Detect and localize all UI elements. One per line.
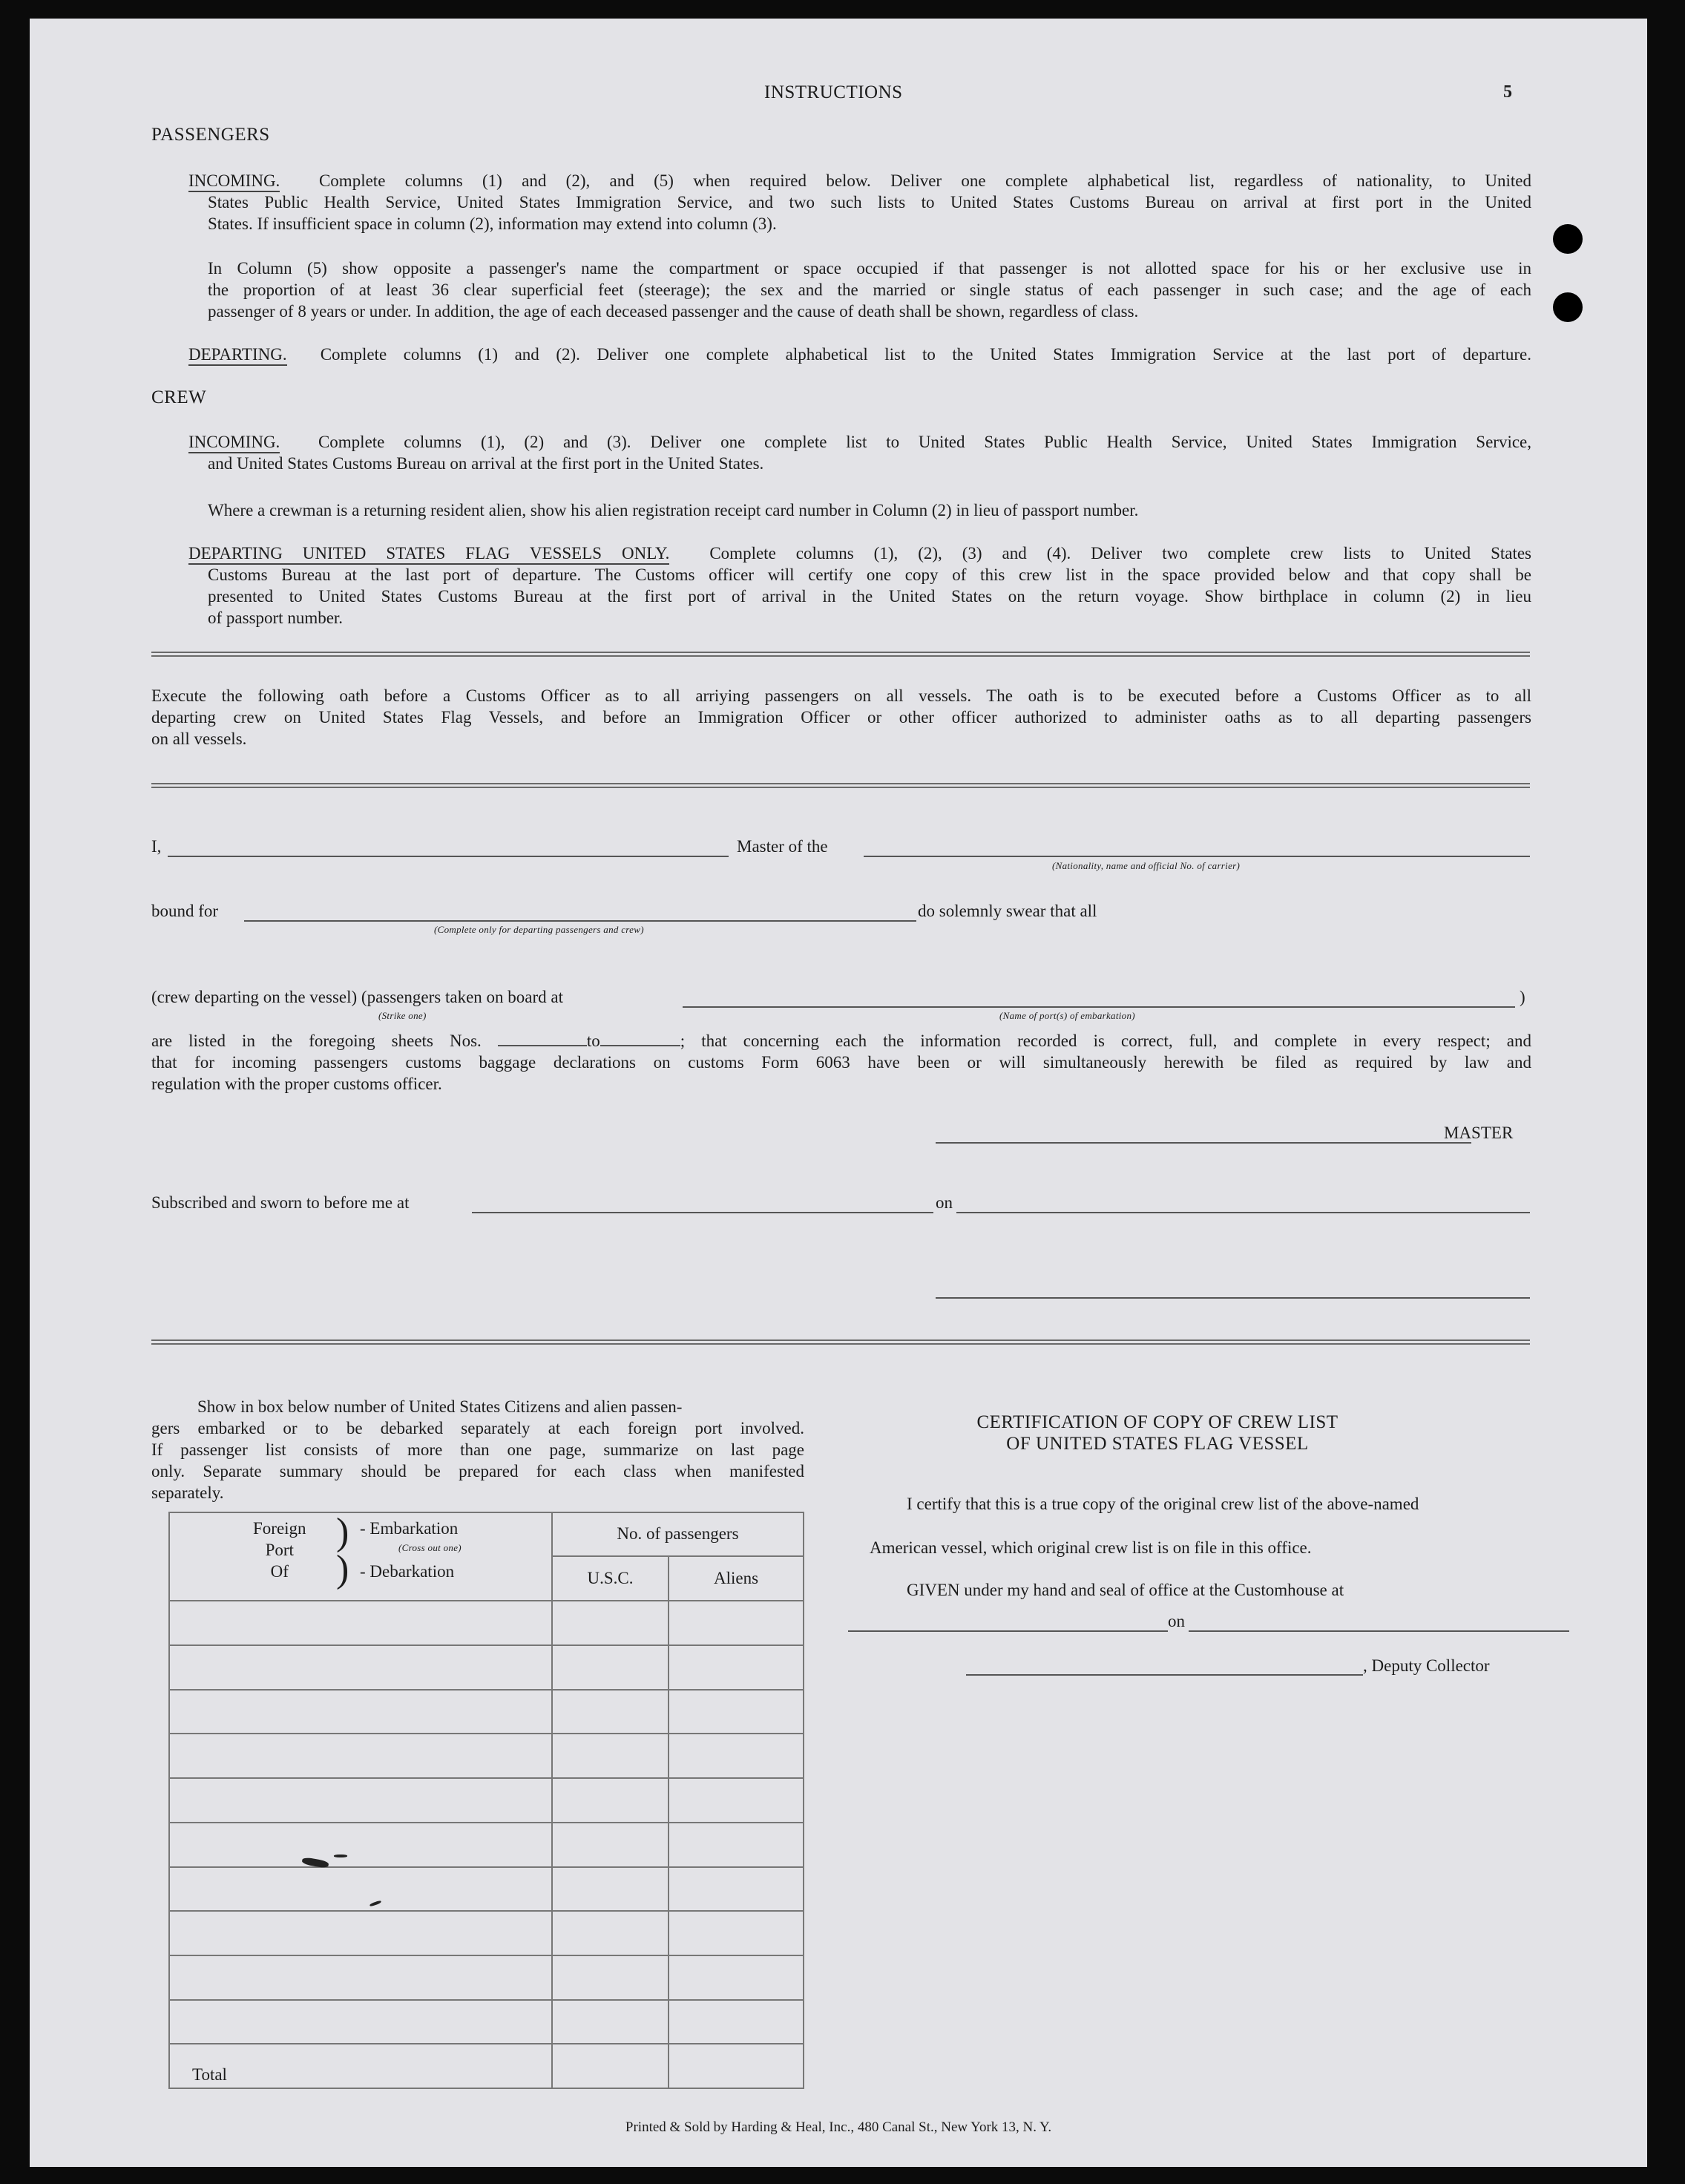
printer-footer: Printed & Sold by Harding & Heal, Inc., 480 Canal St., New York 13, N. Y. xyxy=(625,2119,1052,2135)
passengers-incoming-text: States Public Health Service, United States Immigration Service, and two such lists to United States Customs Bureau on arrival at first port in the United xyxy=(208,193,1531,211)
cert-date-field[interactable] xyxy=(1189,1630,1569,1632)
embarkation-option[interactable]: - Embarkation xyxy=(360,1519,459,1538)
certify-text: I certify that this is a true copy of the original crew list of the above-named xyxy=(907,1495,1419,1513)
column5-text: the proportion of at least 36 clear superficial feet (steerage); the sex and the married or single status of each passenger in such case; and the age of each xyxy=(208,281,1531,299)
column5-text: passenger of 8 years or under. In addition, the age of each deceased passenger and the cause of death shall be shown, regardless of class. xyxy=(208,302,1139,321)
aliens-cell[interactable] xyxy=(669,2000,804,2044)
swear-text: do solemnly swear that all xyxy=(918,902,1097,920)
deputy-signature-field[interactable] xyxy=(966,1674,1363,1676)
listed-text: that for incoming passengers customs baggage declarations on customs Form 6063 have been or will simultaneously herewith be filed as required by law and xyxy=(151,1053,1531,1072)
usc-header: U.S.C. xyxy=(552,1556,669,1601)
listed-to-label: to xyxy=(586,1032,600,1050)
given-text: GIVEN under my hand and seal of office at the Customhouse at xyxy=(907,1581,1344,1599)
crew-flag-text: Complete columns (1), (2), (3) and (4). Deliver two complete crew lists to United States xyxy=(709,544,1532,563)
port-cell[interactable] xyxy=(169,2000,552,2044)
passengers-incoming-label: INCOMING. xyxy=(188,171,280,192)
no-passengers-header: No. of passengers xyxy=(552,1512,804,1556)
sworn-date-field[interactable] xyxy=(956,1212,1530,1213)
total-label: Total xyxy=(169,2044,552,2088)
subscribed-label: Subscribed and sworn to before me at xyxy=(151,1193,410,1212)
passengers-incoming-text: States. If insufficient space in column (2), information may extend into column (3). xyxy=(208,214,777,233)
crew-incoming-text: Complete columns (1), (2) and (3). Deliver one complete list to United States Public Health Service, United States Immigration Service, xyxy=(318,433,1532,451)
section-divider xyxy=(151,783,1530,788)
port-cell[interactable] xyxy=(169,1955,552,2000)
crew-heading: CREW xyxy=(151,387,207,407)
debarkation-option[interactable]: - Debarkation xyxy=(360,1562,455,1581)
summary-text: separately. xyxy=(151,1483,224,1502)
strike-caption: (Strike one) xyxy=(378,1010,427,1021)
table-row xyxy=(169,1823,804,1867)
crew-flag-text: of passport number. xyxy=(208,609,344,627)
port-cell[interactable] xyxy=(169,1690,552,1734)
foreign-port-header xyxy=(169,1512,552,1601)
listed-text: ; that concerning each the information recorded is correct, full, and complete in every respect; and xyxy=(680,1032,1531,1050)
certification-title-line: CERTIFICATION OF COPY OF CREW LIST xyxy=(976,1412,1339,1432)
aliens-cell[interactable] xyxy=(669,1645,804,1690)
aliens-cell[interactable] xyxy=(669,1911,804,1955)
usc-cell[interactable] xyxy=(552,1734,669,1778)
certification-title xyxy=(868,1411,1447,1455)
usc-cell[interactable] xyxy=(552,1690,669,1734)
crew-incoming-text: and United States Customs Bureau on arrival at the first port in the United States. xyxy=(208,454,764,473)
customhouse-field[interactable] xyxy=(848,1630,1168,1632)
table-row xyxy=(169,1778,804,1823)
port-cell[interactable] xyxy=(169,1778,552,1823)
table-row xyxy=(169,2000,804,2044)
carrier-caption: (Nationality, name and official No. of carrier) xyxy=(1052,860,1241,871)
aliens-cell[interactable] xyxy=(669,1734,804,1778)
aliens-cell[interactable] xyxy=(669,1690,804,1734)
summary-text: gers embarked or to be debarked separately at each foreign port involved. xyxy=(151,1419,804,1437)
embarkation-port-field[interactable] xyxy=(683,1006,1515,1008)
passengers-incoming-text: Complete columns (1) and (2), and (5) when required below. Deliver one complete alphabetical list, regardless of nationality, to United xyxy=(318,171,1531,190)
sworn-place-field[interactable] xyxy=(472,1212,933,1213)
master-name-field[interactable] xyxy=(168,856,729,857)
listed-paragraph xyxy=(151,1030,1531,1095)
port-cell[interactable] xyxy=(169,1911,552,1955)
crew-flag-text: presented to United States Customs Bureau at the first port of arrival in the United States on the return voyage. Show birthplace in column (2) in lieu xyxy=(208,587,1531,606)
oath-instructions xyxy=(151,685,1531,750)
passengers-incoming-paragraph xyxy=(188,170,1531,235)
usc-cell[interactable] xyxy=(552,1911,669,1955)
usc-cell[interactable] xyxy=(552,1601,669,1645)
table-row xyxy=(169,1867,804,1912)
bound-for-field[interactable] xyxy=(244,920,916,922)
ink-speck xyxy=(334,1855,347,1857)
certification-title-line: OF UNITED STATES FLAG VESSEL xyxy=(1006,1434,1309,1454)
table-row xyxy=(169,1690,804,1734)
table-row xyxy=(169,1645,804,1690)
port-cell[interactable] xyxy=(169,1645,552,1690)
foreign-label: Foreign xyxy=(253,1519,306,1538)
passenger-summary-table xyxy=(168,1512,804,2089)
crew-incoming-label: INCOMING. xyxy=(188,433,280,453)
usc-cell[interactable] xyxy=(552,1645,669,1690)
table-row xyxy=(169,1955,804,2000)
cross-out-caption: (Cross out one) xyxy=(398,1542,462,1553)
summary-text: If passenger list consists of more than one page, summarize on last page xyxy=(151,1440,804,1459)
listed-text: are listed in the foregoing sheets Nos. xyxy=(151,1032,482,1050)
oath-instructions-text: Execute the following oath before a Customs Officer as to all arriying passengers on all vessels. The oath is to be executed before a Customs Officer as to all xyxy=(151,686,1531,705)
summary-text: Show in box below number of United States Citizens and alien passen- xyxy=(197,1397,683,1416)
port-cell[interactable] xyxy=(169,1823,552,1867)
sheet-from-field[interactable] xyxy=(498,1032,587,1046)
embarkation-caption: (Name of port(s) of embarkation) xyxy=(999,1010,1135,1021)
deputy-label: , Deputy Collector xyxy=(1363,1656,1490,1675)
cert-on-label: on xyxy=(1168,1612,1185,1630)
crew-flag-text: Customs Bureau at the last port of departure. The Customs officer will certify one copy of this crew list in the space provided below and that copy shall be xyxy=(208,565,1531,584)
bound-for-label: bound for xyxy=(151,902,219,920)
usc-cell[interactable] xyxy=(552,1778,669,1823)
certify-text: American vessel, which original crew list is on file in this office. xyxy=(870,1538,1312,1557)
instructions-title: INSTRUCTIONS xyxy=(764,82,903,102)
crew-flag-vessels-paragraph xyxy=(188,542,1531,629)
crew-flag-label: DEPARTING UNITED STATES FLAG VESSELS ONLY. xyxy=(188,544,669,565)
brace-mark: ) xyxy=(336,1511,349,1553)
section-divider xyxy=(151,652,1530,657)
section-divider xyxy=(151,1339,1530,1345)
usc-cell[interactable] xyxy=(552,1867,669,1912)
summary-instructions xyxy=(151,1396,804,1503)
passengers-departing-label: DEPARTING. xyxy=(188,345,287,366)
usc-total-cell[interactable] xyxy=(552,2044,669,2088)
column5-text: In Column (5) show opposite a passenger's name the compartment or space occupied if that passenger is not allotted space for his or her exclusive use in xyxy=(208,259,1531,278)
crew-returning-alien-text: Where a crewman is a returning resident alien, show his alien registration receipt card number in Column (2) in lieu of passport number. xyxy=(208,501,1139,519)
passengers-departing-text: Complete columns (1) and (2). Deliver one complete alphabetical list to the United States Immigration Service at the last port of departure. xyxy=(320,345,1532,364)
aliens-cell[interactable] xyxy=(669,1867,804,1912)
crew-passengers-text: (crew departing on the vessel) (passengers taken on board at xyxy=(151,988,563,1006)
port-cell[interactable] xyxy=(169,1867,552,1912)
port-cell[interactable] xyxy=(169,1601,552,1645)
usc-cell[interactable] xyxy=(552,1823,669,1867)
oath-instructions-text: departing crew on United States Flag Vessels, and before an Immigration Officer or other officer authorized to administer oaths as to all departing passengers xyxy=(151,708,1531,727)
port-cell[interactable] xyxy=(169,1734,552,1778)
officer-signature-field[interactable] xyxy=(936,1297,1530,1299)
sheet-to-field[interactable] xyxy=(600,1032,680,1046)
master-label: MASTER xyxy=(1444,1124,1514,1142)
punch-hole xyxy=(1553,224,1583,254)
usc-cell[interactable] xyxy=(552,2000,669,2044)
oath-instructions-text: on all vessels. xyxy=(151,729,247,748)
carrier-field[interactable] xyxy=(864,856,1530,857)
form-page xyxy=(30,19,1647,2167)
passengers-column5-paragraph xyxy=(208,258,1531,322)
punch-hole xyxy=(1553,292,1583,322)
usc-cell[interactable] xyxy=(552,1955,669,2000)
passengers-departing-paragraph xyxy=(188,344,1531,365)
master-of-label: Master of the xyxy=(737,837,828,856)
listed-text: regulation with the proper customs officer. xyxy=(151,1075,442,1093)
crew-incoming-paragraph xyxy=(188,431,1531,474)
aliens-cell[interactable] xyxy=(669,1601,804,1645)
aliens-header: Aliens xyxy=(669,1556,804,1601)
passengers-heading: PASSENGERS xyxy=(151,125,270,145)
port-label: Port xyxy=(265,1541,294,1559)
oath-i-label: I, xyxy=(151,837,162,856)
table-row xyxy=(169,1601,804,1645)
aliens-cell[interactable] xyxy=(669,1778,804,1823)
total-row xyxy=(169,2044,804,2088)
summary-text: only. Separate summary should be prepared for each class when manifested xyxy=(151,1462,804,1480)
sworn-on-label: on xyxy=(936,1193,953,1212)
table-row xyxy=(169,1734,804,1778)
close-paren: ) xyxy=(1520,988,1525,1006)
aliens-cell[interactable] xyxy=(669,1823,804,1867)
master-signature-field[interactable] xyxy=(936,1142,1471,1144)
aliens-total-cell[interactable] xyxy=(669,2044,804,2088)
aliens-cell[interactable] xyxy=(669,1955,804,2000)
table-row xyxy=(169,1911,804,1955)
brace-mark: ) xyxy=(336,1548,349,1590)
page-number: 5 xyxy=(1503,82,1512,102)
of-label: Of xyxy=(270,1562,289,1581)
bound-caption: (Complete only for departing passengers and crew) xyxy=(434,924,644,935)
